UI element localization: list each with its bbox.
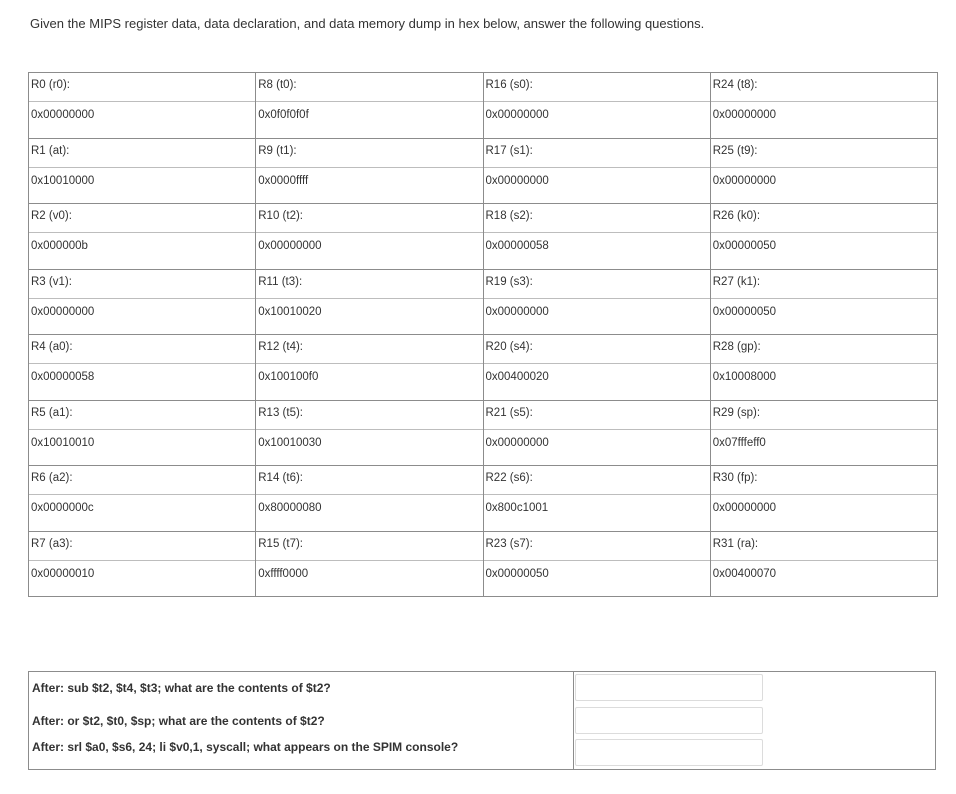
register-value: 0x10010020 bbox=[258, 305, 322, 318]
register-name: R0 (r0): bbox=[29, 73, 256, 102]
register-cell bbox=[710, 400, 937, 466]
register-name: R17 (s1): bbox=[484, 139, 711, 168]
register-name: R23 (s7): bbox=[484, 532, 711, 561]
register-name: R7 (a3): bbox=[29, 532, 256, 561]
register-name: R15 (t7): bbox=[256, 532, 483, 561]
register-row bbox=[29, 400, 938, 466]
register-value: 0x00000050 bbox=[712, 305, 777, 318]
register-value: 0x00000000 bbox=[712, 502, 777, 514]
register-cell bbox=[483, 400, 710, 466]
register-name: R26 (k0): bbox=[711, 204, 938, 233]
register-cell bbox=[483, 269, 710, 335]
register-value: 0x10008000 bbox=[712, 371, 777, 383]
register-value: 0x80000080 bbox=[258, 502, 322, 514]
register-name: R18 (s2): bbox=[484, 204, 711, 233]
register-name: R10 (t2): bbox=[256, 204, 483, 233]
register-cell bbox=[256, 531, 483, 597]
register-row bbox=[29, 73, 938, 139]
register-cell bbox=[483, 138, 710, 204]
register-row bbox=[29, 466, 938, 532]
register-name: R20 (s4): bbox=[484, 335, 711, 364]
register-table bbox=[28, 72, 938, 597]
register-value: 0x800c1001 bbox=[485, 502, 549, 514]
register-value: 0x00400070 bbox=[712, 567, 777, 580]
register-name: R28 (gp): bbox=[711, 335, 938, 364]
register-row bbox=[29, 335, 938, 401]
register-value: 0x00000000 bbox=[485, 109, 549, 121]
register-name: R19 (s3): bbox=[484, 270, 711, 299]
register-name: R29 (sp): bbox=[711, 401, 938, 430]
register-cell bbox=[29, 335, 256, 401]
register-cell bbox=[483, 335, 710, 401]
register-name: R13 (t5): bbox=[256, 401, 483, 430]
column-divider bbox=[573, 672, 574, 769]
register-value: 0x0f0f0f0f bbox=[258, 109, 309, 121]
register-value: 0x00000000 bbox=[258, 240, 322, 252]
register-value: 0x00000000 bbox=[485, 305, 549, 318]
register-cell bbox=[710, 138, 937, 204]
register-name: R8 (t0): bbox=[256, 73, 483, 102]
register-value: 0x100100f0 bbox=[258, 371, 319, 383]
register-name: R14 (t6): bbox=[256, 466, 483, 495]
register-name: R21 (s5): bbox=[484, 401, 711, 430]
register-name: R22 (s6): bbox=[484, 466, 711, 495]
register-value: 0x00000000 bbox=[712, 109, 777, 121]
register-name: R11 (t3): bbox=[256, 270, 483, 299]
register-value: 0x00000000 bbox=[712, 174, 777, 187]
register-cell bbox=[483, 531, 710, 597]
register-value: 0x00000000 bbox=[31, 109, 95, 121]
register-name: R9 (t1): bbox=[256, 139, 483, 168]
register-value: 0x00000058 bbox=[485, 240, 549, 252]
question-1-label: After: sub $t2, $t4, $t3; what are the contents of $t2? bbox=[32, 681, 331, 695]
register-value: 0x0000ffff bbox=[258, 174, 309, 187]
register-cell bbox=[29, 531, 256, 597]
register-row bbox=[29, 531, 938, 597]
register-value: 0x00000000 bbox=[485, 436, 549, 449]
question-2-label: After: or $t2, $t0, $sp; what are the contents of $t2? bbox=[32, 714, 325, 728]
register-value: 0x00000000 bbox=[31, 305, 95, 318]
register-value: 0x0000000c bbox=[31, 502, 94, 514]
register-name: R31 (ra): bbox=[711, 532, 938, 561]
register-cell bbox=[710, 73, 937, 139]
register-value: 0x10010000 bbox=[31, 174, 95, 187]
question-1-answer-input[interactable] bbox=[575, 674, 763, 701]
register-name: R4 (a0): bbox=[29, 335, 256, 364]
register-cell bbox=[29, 73, 256, 139]
question-3-answer-input[interactable] bbox=[575, 739, 763, 766]
register-name: R2 (v0): bbox=[29, 204, 256, 233]
register-cell bbox=[256, 400, 483, 466]
register-value: 0x000000b bbox=[31, 240, 88, 252]
register-name: R12 (t4): bbox=[256, 335, 483, 364]
register-row bbox=[29, 138, 938, 204]
register-cell bbox=[29, 138, 256, 204]
register-cell bbox=[29, 204, 256, 270]
register-row bbox=[29, 204, 938, 270]
register-cell bbox=[256, 138, 483, 204]
register-cell bbox=[256, 466, 483, 532]
questions-table bbox=[28, 671, 936, 770]
register-cell bbox=[256, 269, 483, 335]
register-cell bbox=[29, 466, 256, 532]
register-value: 0x10010010 bbox=[31, 436, 95, 449]
register-row bbox=[29, 269, 938, 335]
register-cell bbox=[256, 335, 483, 401]
register-name: R24 (t8): bbox=[711, 73, 938, 102]
register-value: 0x00000010 bbox=[31, 567, 95, 580]
question-3-label: After: srl $a0, $s6, 24; li $v0,1, syscall; what appears on the SPIM console? bbox=[32, 740, 459, 754]
register-name: R16 (s0): bbox=[484, 73, 711, 102]
register-value: 0x00000058 bbox=[31, 371, 95, 383]
register-cell bbox=[710, 335, 937, 401]
register-name: R27 (k1): bbox=[711, 270, 938, 299]
register-name: R5 (a1): bbox=[29, 401, 256, 430]
register-cell bbox=[710, 269, 937, 335]
register-cell bbox=[483, 466, 710, 532]
register-value: 0xffff0000 bbox=[258, 567, 309, 580]
question-2-answer-input[interactable] bbox=[575, 707, 763, 734]
register-value: 0x07fffeff0 bbox=[712, 436, 766, 449]
register-name: R30 (fp): bbox=[711, 466, 938, 495]
register-value: 0x00000000 bbox=[485, 174, 549, 187]
register-name: R6 (a2): bbox=[29, 466, 256, 495]
register-cell bbox=[256, 73, 483, 139]
register-cell bbox=[710, 466, 937, 532]
register-cell bbox=[483, 204, 710, 270]
register-cell bbox=[29, 400, 256, 466]
register-cell bbox=[256, 204, 483, 270]
register-cell bbox=[710, 531, 937, 597]
register-cell bbox=[710, 204, 937, 270]
register-name: R3 (v1): bbox=[29, 270, 256, 299]
register-value: 0x10010030 bbox=[258, 436, 322, 449]
register-cell bbox=[483, 73, 710, 139]
instructions-text: Given the MIPS register data, data declaration, and data memory dump in hex below, answer the following questions. bbox=[30, 16, 705, 31]
register-value: 0x00000050 bbox=[712, 240, 777, 252]
register-value: 0x00000050 bbox=[485, 567, 549, 580]
register-cell bbox=[29, 269, 256, 335]
register-value: 0x00400020 bbox=[485, 371, 549, 383]
register-name: R1 (at): bbox=[29, 139, 256, 168]
register-name: R25 (t9): bbox=[711, 139, 938, 168]
